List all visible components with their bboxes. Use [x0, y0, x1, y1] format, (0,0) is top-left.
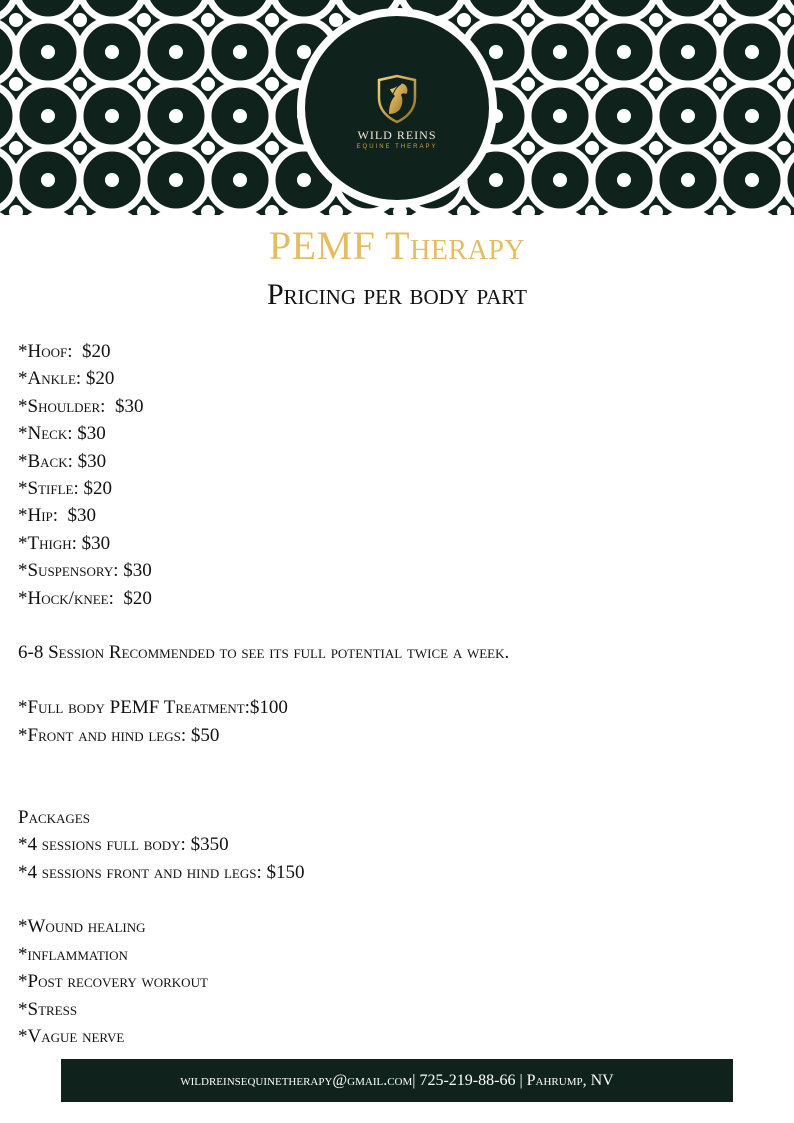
- package-front-hind-legs: *4 sessions front and hind legs: $150: [18, 861, 305, 883]
- session-recommendation: 6-8 Session Recommended to see its full potential twice a week.: [18, 642, 510, 664]
- price-item-back: *Back: $30: [18, 450, 107, 472]
- price-item-shoulder: *Shoulder: $30: [18, 395, 144, 417]
- price-item-hock-knee: *Hock/knee: $20: [18, 587, 152, 609]
- horse-head-shield-icon: [373, 74, 421, 124]
- page-subtitle: Pricing per body part: [266, 278, 528, 311]
- price-item-hoof: *Hoof: $20: [18, 341, 111, 362]
- logo: [305, 16, 489, 200]
- benefit-post-recovery: *Post recovery workout: [18, 971, 208, 993]
- price-item-suspensory: *Suspensory: $30: [18, 560, 152, 582]
- benefit-inflammation: *inflammation: [18, 943, 128, 965]
- price-item-neck: *Neck: $30: [18, 423, 106, 445]
- benefit-stress: *Stress: [18, 998, 78, 1020]
- brand-subtitle: EQUINE THERAPY: [356, 144, 438, 150]
- price-item-ankle: *Ankle: $20: [18, 368, 115, 390]
- package-full-body: *4 sessions full body: $350: [18, 834, 229, 856]
- price-item-thigh: *Thigh: $30: [18, 532, 111, 554]
- packages-heading: Packages: [18, 806, 90, 828]
- price-item-stifle: *Stifle: $20: [18, 478, 112, 500]
- benefit-wound-healing: *Wound healing: [18, 916, 146, 938]
- benefit-vague-nerve: *Vague nerve: [18, 1026, 125, 1048]
- page-title: PEMF Therapy: [268, 223, 526, 268]
- price-list: [18, 338, 778, 1051]
- treatment-front-hind-legs: *Front and hind legs: $50: [18, 724, 220, 746]
- treatment-full-body: *Full body PEMF Treatment:$100: [18, 697, 288, 719]
- contact-footer: wildreinsequinetherapy@gmail.com| 725-219-88-66 | Pahrump, NV: [61, 1059, 733, 1102]
- price-item-hip: *Hip: $30: [18, 505, 97, 527]
- brand-name: WILD REINS: [357, 128, 437, 142]
